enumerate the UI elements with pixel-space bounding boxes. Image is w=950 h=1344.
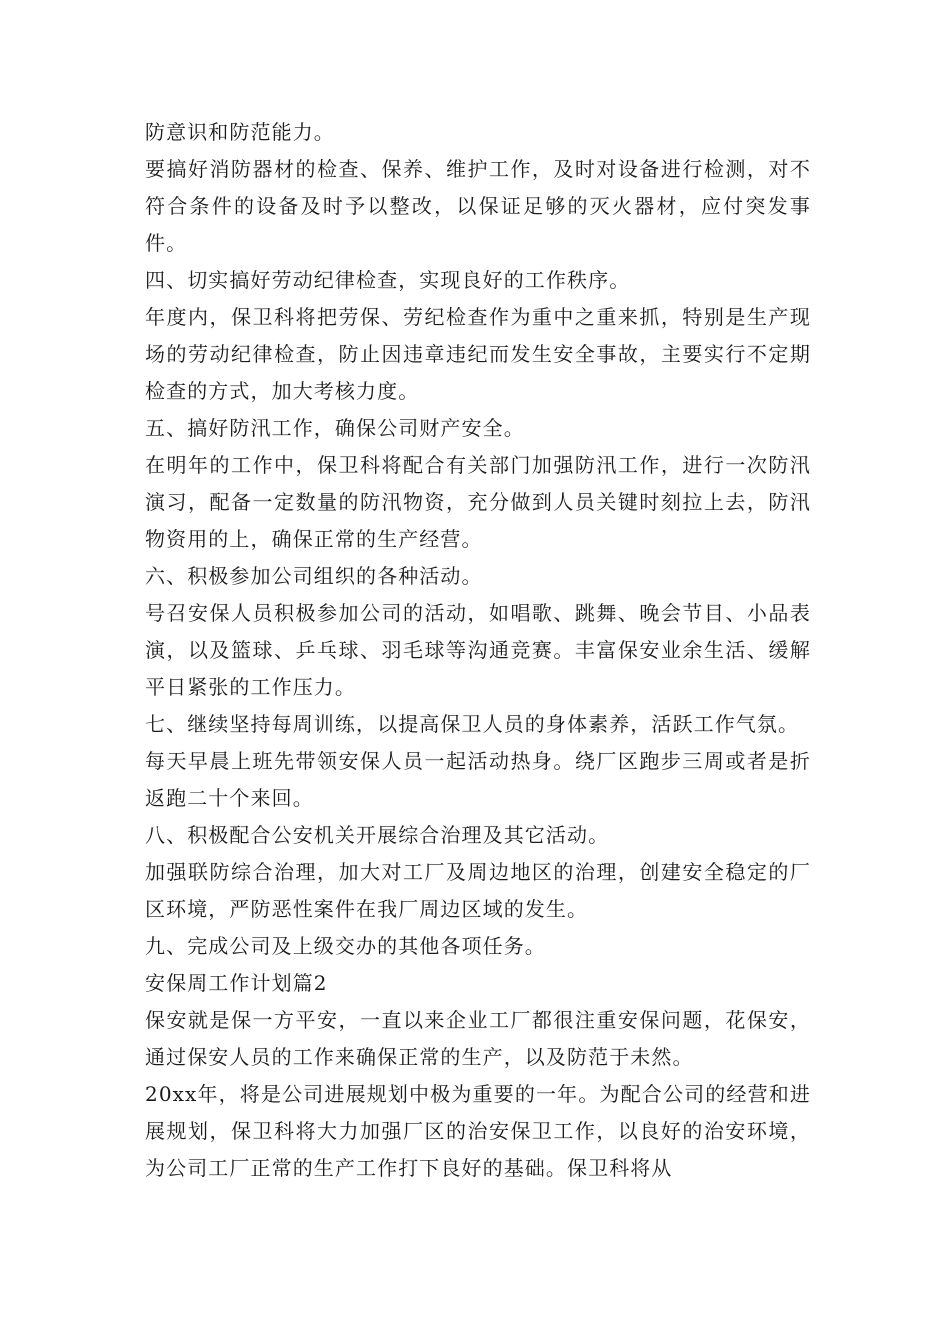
section-heading: 四、切实搞好劳动纪律检查，实现良好的工作秩序。 bbox=[145, 268, 631, 292]
paragraph: 20xx年，将是公司进展规划中极为重要的一年。为配合公司的经营和进展规划，保卫科将大力加强厂区的治安保卫工作，以良好的治安环境，为公司工厂正常的生产工作打下良好的基础。保卫科将从 bbox=[145, 1082, 811, 1180]
section-heading: 七、继续坚持每周训练，以提高保卫人员的身体素养，活跃工作气氛。 bbox=[145, 712, 800, 736]
document-body bbox=[145, 114, 811, 1187]
paragraph: 防意识和防范能力。 bbox=[145, 120, 335, 144]
paragraph: 号召安保人员积极参加公司的活动，如唱歌、跳舞、晚会节目、小品表演，以及篮球、乒乓球、羽毛球等沟通竞赛。丰富保安业余生活、缓解平日紧张的工作压力。 bbox=[145, 601, 811, 699]
section-heading: 八、积极配合公安机关开展综合治理及其它活动。 bbox=[145, 823, 610, 847]
article-title: 安保周工作计划篇2 bbox=[145, 971, 328, 995]
paragraph: 年度内，保卫科将把劳保、劳纪检查作为重中之重来抓，特别是生产现场的劳动纪律检查，防止因违章违纪而发生安全事故，主要实行不定期检查的方式，加大考核力度。 bbox=[145, 305, 811, 403]
section-heading: 九、完成公司及上级交办的其他各项任务。 bbox=[145, 934, 546, 958]
paragraph: 在明年的工作中，保卫科将配合有关部门加强防汛工作，进行一次防汛演习，配备一定数量的防汛物资，充分做到人员关键时刻拉上去，防汛物资用的上，确保正常的生产经营。 bbox=[145, 453, 811, 551]
paragraph: 要搞好消防器材的检查、保养、维护工作，及时对设备进行检测，对不符合条件的设备及时予以整改，以保证足够的灭火器材，应付突发事件。 bbox=[145, 157, 811, 255]
paragraph: 保安就是保一方平安，一直以来企业工厂都很注重安保问题，花保安，通过保安人员的工作来确保正常的生产，以及防范于未然。 bbox=[145, 1008, 811, 1069]
paragraph: 加强联防综合治理，加大对工厂及周边地区的治理，创建安全稳定的厂区环境，严防恶性案件在我厂周边区域的发生。 bbox=[145, 860, 811, 921]
section-heading: 五、搞好防汛工作，确保公司财产安全。 bbox=[145, 416, 525, 440]
paragraph: 每天早晨上班先带领安保人员一起活动热身。绕厂区跑步三周或者是折返跑二十个来回。 bbox=[145, 749, 811, 810]
section-heading: 六、积极参加公司组织的各种活动。 bbox=[145, 564, 483, 588]
